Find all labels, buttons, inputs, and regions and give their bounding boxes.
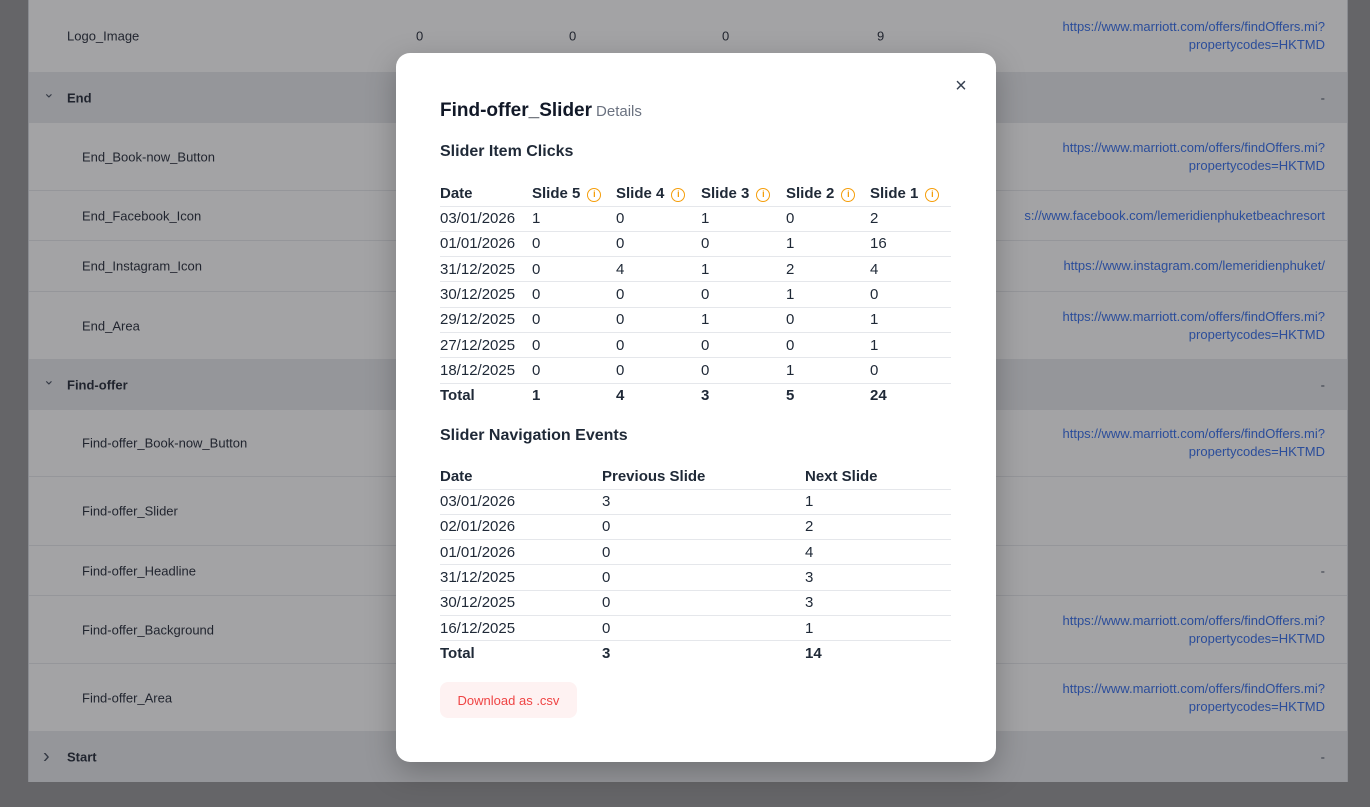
table-cell: 18/12/2025 [440,358,532,383]
table-cell: 0 [616,307,701,332]
row-name: Find-offer_Background [82,622,215,637]
table-cell: 30/12/2025 [440,282,532,307]
row-name: Logo_Image [67,28,140,44]
table-cell: 3 [805,565,951,590]
column-header-label: Slide 1 [870,184,919,202]
row-name: Find-offer_Book-now_Button [82,435,248,451]
row-count: 0 [722,28,730,44]
details-modal [396,53,996,762]
modal-title-text: Find-offer_Slider [440,100,593,121]
url-line: propertycodes=HKTMD [1188,444,1325,459]
column-header: Previous Slide [602,462,805,489]
table-cell: 27/12/2025 [440,332,532,357]
url-line: propertycodes=HKTMD [1188,157,1325,173]
table-row [440,307,951,332]
url-line: https://www.marriott.com/offers/findOffers.mi? [1062,139,1325,155]
table-cell: 2 [805,514,951,539]
row-name: End_Area [82,318,140,333]
row-name: Find-offer_Area [82,690,173,705]
table-row [440,282,951,307]
slider-item-clicks-title: Slider Item Clicks [440,143,574,160]
table-cell: 0 [870,358,951,383]
slider-navigation-title: Slider Navigation Events [440,427,628,444]
table-row [440,590,951,615]
column-header: Date [440,462,602,489]
table-cell: 0 [701,282,786,307]
table-cell: 0 [532,307,616,332]
url-line: propertycodes=HKTMD [1188,37,1325,52]
column-header [440,179,532,206]
table-row [440,615,951,640]
total-cell: 3 [701,387,710,405]
table-cell: 0 [616,206,701,231]
table-cell: 0 [532,282,616,307]
column-header-label: Slide 2 [786,184,835,202]
table-cell: 0 [616,231,701,256]
url-line: propertycodes=HKTMD [1188,698,1325,714]
table-cell: 0 [701,332,786,357]
info-icon[interactable]: i [756,188,770,202]
info-icon[interactable]: i [671,188,685,202]
table-cell: 31/12/2025 [440,565,602,590]
total-cell: Total [440,645,475,663]
row-name: Start [67,749,97,764]
url-line: s://www.facebook.com/lemeridienphuketbeachresort [1024,207,1325,223]
download-csv-button[interactable]: Download as .csv [440,682,577,718]
table-cell: 1 [870,332,951,357]
table-cell: 03/01/2026 [440,489,602,514]
row-name: End_Facebook_Icon [82,208,202,223]
row-name: End_Book-now_Button [82,149,215,164]
row-name: Find-offer_Headline [82,563,196,578]
info-icon[interactable]: i [841,188,855,202]
url-line: propertycodes=HKTMD [1188,630,1325,646]
table-cell: 4 [870,257,951,282]
table-row [440,257,951,282]
url-line: https://www.marriott.com/offers/findOffers.mi? [1062,19,1325,34]
table-cell: 1 [805,615,951,640]
table-row [440,540,951,565]
table-row [440,332,951,357]
table-cell: 01/01/2026 [440,540,602,565]
modal-subtitle: Details [596,103,642,120]
table-cell: 1 [786,282,870,307]
url-line: propertycodes=HKTMD [1188,326,1325,342]
table-cell: 0 [602,514,805,539]
total-cell: 14 [805,645,822,663]
row-count: 9 [877,28,885,44]
total-cell: 24 [870,387,887,405]
table-cell: 1 [532,206,616,231]
table-cell: 0 [616,358,701,383]
info-icon[interactable]: i [925,188,939,202]
total-row [440,641,951,666]
table-cell: 2 [870,206,951,231]
table-cell: 1 [805,489,951,514]
url-line: https://www.marriott.com/offers/findOffers.mi? [1062,426,1325,441]
table-row [440,565,951,590]
table-cell: 0 [701,358,786,383]
table-cell: 1 [701,307,786,332]
total-row [440,383,951,408]
slider-item-clicks-table [440,179,951,408]
column-header-label: Date [440,184,473,202]
table-row [440,358,951,383]
total-cell: 3 [602,645,611,663]
table-cell: 30/12/2025 [440,590,602,615]
table-cell: 1 [786,358,870,383]
table-row [440,514,951,539]
table-cell: 0 [616,332,701,357]
empty-value: - [1320,90,1325,105]
table-cell: 31/12/2025 [440,257,532,282]
table-cell: 0 [602,590,805,615]
total-cell: 4 [616,387,625,405]
table-cell: 3 [805,590,951,615]
modal-title [440,100,642,122]
column-header [786,179,870,206]
url-line: https://www.marriott.com/offers/findOffers.mi? [1062,308,1325,324]
table-cell: 4 [616,257,701,282]
info-icon[interactable]: i [587,188,601,202]
column-header [532,179,616,206]
table-cell: 1 [870,307,951,332]
url-line: https://www.instagram.com/lemeridienphuket/ [1063,258,1325,273]
table-cell: 0 [602,565,805,590]
table-cell: 0 [786,206,870,231]
table-cell: 1 [786,231,870,256]
total-cell: 5 [786,387,795,405]
table-cell: 0 [602,540,805,565]
column-header [870,179,951,206]
table-cell: 0 [786,332,870,357]
row-count: 0 [569,28,577,44]
chevron-down-icon[interactable]: ⌄ [43,84,55,100]
table-cell: 01/01/2026 [440,231,532,256]
table-row [440,231,951,256]
table-cell: 0 [532,257,616,282]
table-cell: 0 [532,358,616,383]
chevron-right-icon[interactable]: › [43,745,50,767]
table-cell: 1 [701,257,786,282]
table-row [440,206,951,231]
close-icon[interactable]: × [955,74,967,97]
table-cell: 03/01/2026 [440,206,532,231]
table-cell: 0 [602,615,805,640]
column-header: Next Slide [805,462,951,489]
empty-value: - [1320,749,1325,764]
column-header [701,179,786,206]
table-cell: 0 [616,282,701,307]
table-cell: 02/01/2026 [440,514,602,539]
table-cell: 0 [786,307,870,332]
url-line: https://www.marriott.com/offers/findOffers.mi? [1062,680,1325,696]
empty-value: - [1320,377,1325,392]
table-cell: 1 [701,206,786,231]
table-cell: 3 [602,489,805,514]
table-cell: 0 [701,231,786,256]
row-name: End_Instagram_Icon [82,258,202,274]
table-cell: 16/12/2025 [440,615,602,640]
chevron-down-icon[interactable]: ⌄ [43,371,55,387]
column-header-label: Slide 3 [701,184,750,202]
table-cell: 2 [786,257,870,282]
url-line: https://www.marriott.com/offers/findOffers.mi? [1062,612,1325,628]
slider-navigation-table [440,462,951,666]
row-name: End [67,90,92,105]
table-cell: 16 [870,231,951,256]
column-header [616,179,701,206]
row-name: Find-offer_Slider [82,503,178,519]
table-row [440,489,951,514]
total-cell: Total [440,387,475,405]
total-cell: 1 [532,387,541,405]
row-count: 0 [416,28,424,44]
row-name: Find-offer [67,377,128,392]
table-cell: 0 [532,332,616,357]
empty-value: - [1320,563,1325,578]
column-header-label: Slide 5 [532,184,581,202]
column-header-label: Slide 4 [616,184,665,202]
table-cell: 0 [532,231,616,256]
table-cell: 29/12/2025 [440,307,532,332]
table-cell: 4 [805,540,951,565]
table-cell: 0 [870,282,951,307]
